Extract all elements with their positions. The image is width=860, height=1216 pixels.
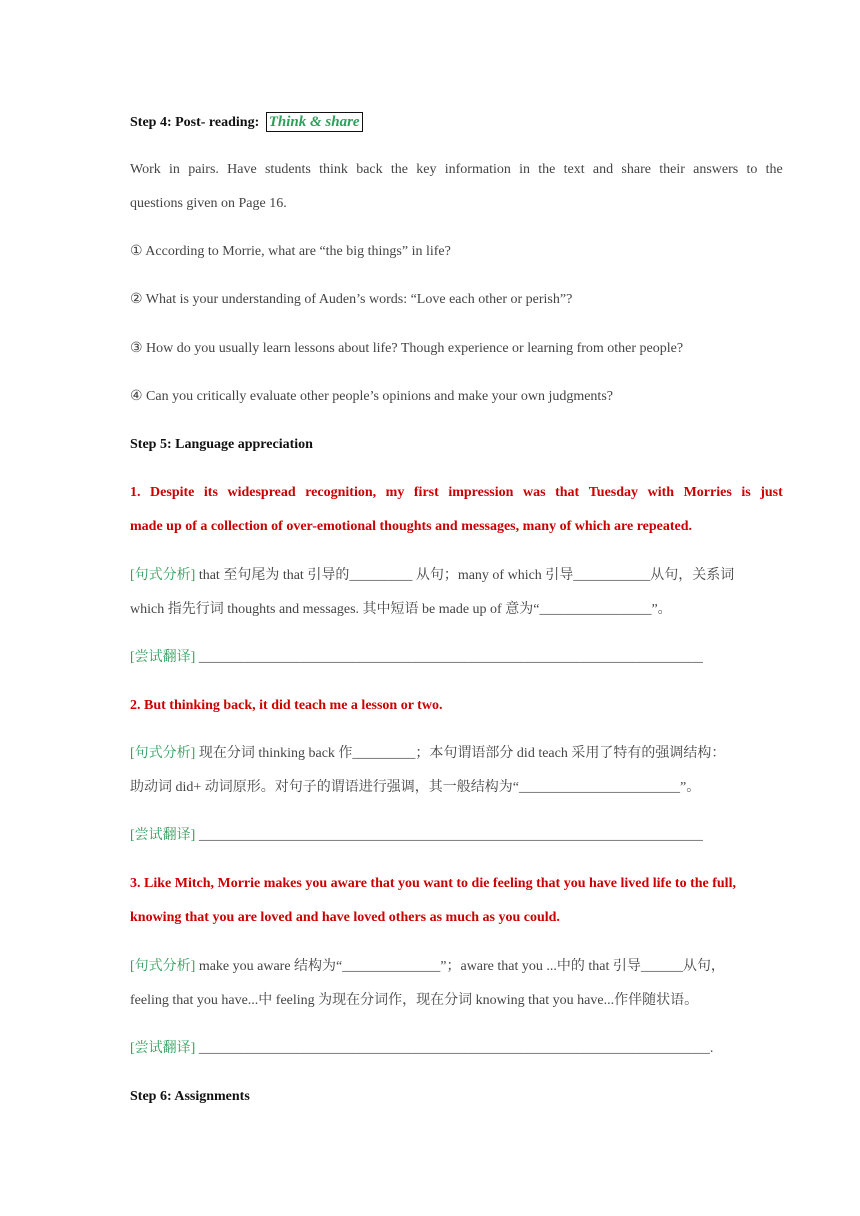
sentence-2: 2. But thinking back, it did teach me a lesson or two. xyxy=(130,698,443,713)
sentence-1-analysis-line2: which 指先行词 thoughts and messages. 其中短语 be made up of 意为“________________”。 xyxy=(130,602,672,617)
translate-blank: ________________________________________________________________________ xyxy=(195,828,703,843)
sentence-word: is xyxy=(741,485,751,500)
sentence-word: Despite xyxy=(150,485,195,500)
question-4: ④ Can you critically evaluate other people’s opinions and make your own judgments? xyxy=(130,389,613,404)
translate-blank: _________________________________________________________________________. xyxy=(195,1041,714,1056)
analysis-tag: [句式分析] xyxy=(130,959,196,974)
sentence-word: first xyxy=(413,485,439,500)
sentence-1-translate xyxy=(130,648,703,668)
sentence-2-analysis-line1 xyxy=(130,744,725,764)
sentence-word: its xyxy=(203,485,218,500)
intro-word: the xyxy=(765,162,783,177)
sentence-word: 1. xyxy=(130,485,141,500)
sentence-word: was xyxy=(522,485,546,500)
analysis-text: that 至句尾为 that 引导的_________ 从句；many of which 引导___________从句，关系词 xyxy=(195,568,735,583)
translate-tag: [尝试翻译] xyxy=(130,828,196,843)
analysis-text: 现在分词 thinking back 作_________；本句谓语部分 did teach 采用了特有的强调结构： xyxy=(195,746,726,761)
intro-word: pairs. xyxy=(188,162,219,177)
sentence-word: Morries xyxy=(683,485,732,500)
intro-word: the xyxy=(538,162,556,177)
analysis-text: make you aware 结构为“______________”；aware that you ...中的 that 引导______从句， xyxy=(195,959,725,974)
step6-heading: Step 6: Assignments xyxy=(130,1089,250,1104)
sentence-1-analysis-line1 xyxy=(130,566,734,586)
intro-word: students xyxy=(264,162,311,177)
sentence-word: recognition, xyxy=(305,485,377,500)
question-2: ② What is your understanding of Auden’s words: “Love each other or perish”? xyxy=(130,292,573,307)
intro-word: text xyxy=(563,162,585,177)
intro-word: information xyxy=(444,162,511,177)
question-1: ① According to Morrie, what are “the big things” in life? xyxy=(130,244,451,259)
sentence-1-line1 xyxy=(130,483,783,503)
sentence-word: with xyxy=(647,485,675,500)
sentence-word: widespread xyxy=(227,485,296,500)
sentence-3-translate xyxy=(130,1039,713,1059)
sentence-3-line2: knowing that you are loved and have loved others as much as you could. xyxy=(130,910,560,925)
translate-tag: [尝试翻译] xyxy=(130,650,196,665)
translate-blank: ________________________________________________________________________ xyxy=(195,650,703,665)
intro-word: their xyxy=(659,162,685,177)
sentence-2-analysis-line2: 助动词 did+ 动词原形。对句子的谓语进行强调，其一般结构为“_______________________”。 xyxy=(130,780,701,795)
step4-intro-line2: questions given on Page 16. xyxy=(130,196,287,211)
sentence-word: that xyxy=(555,485,580,500)
intro-word: back xyxy=(356,162,383,177)
sentence-word: just xyxy=(760,485,783,500)
intro-word: the xyxy=(390,162,408,177)
step5-heading: Step 5: Language appreciation xyxy=(130,437,313,452)
intro-word: think xyxy=(319,162,348,177)
step4-intro-line1 xyxy=(130,160,783,180)
think-share-badge: Think & share xyxy=(266,112,363,132)
sentence-1-line2: made up of a collection of over-emotional thoughts and messages, many of which are repeated. xyxy=(130,519,693,534)
sentence-word: impression xyxy=(448,485,514,500)
intro-word: in xyxy=(519,162,531,177)
intro-word: Have xyxy=(227,162,257,177)
intro-word: to xyxy=(746,162,758,177)
intro-word: Work xyxy=(130,162,161,177)
sentence-word: Tuesday xyxy=(588,485,639,500)
analysis-tag: [句式分析] xyxy=(130,746,196,761)
translate-tag: [尝试翻译] xyxy=(130,1041,196,1056)
intro-word: and xyxy=(592,162,614,177)
step4-heading xyxy=(130,112,363,133)
intro-word: key xyxy=(416,162,437,177)
intro-word: in xyxy=(169,162,180,177)
sentence-3-analysis-line2: feeling that you have...中 feeling 为现在分词作，现在分词 knowing that you have...作伴随状语。 xyxy=(130,993,699,1008)
sentence-2-translate xyxy=(130,826,703,846)
sentence-3-line1: 3. Like Mitch, Morrie makes you aware that you want to die feeling that you have lived life to the full, xyxy=(130,876,736,891)
intro-word: share xyxy=(621,162,651,177)
sentence-3-analysis-line1 xyxy=(130,957,725,977)
sentence-word: my xyxy=(385,485,405,500)
analysis-tag: [句式分析] xyxy=(130,568,196,583)
intro-word: answers xyxy=(693,162,739,177)
question-3: ③ How do you usually learn lessons about life? Though experience or learning from other people? xyxy=(130,341,684,356)
step4-label: Step 4: Post- reading: xyxy=(130,115,260,130)
